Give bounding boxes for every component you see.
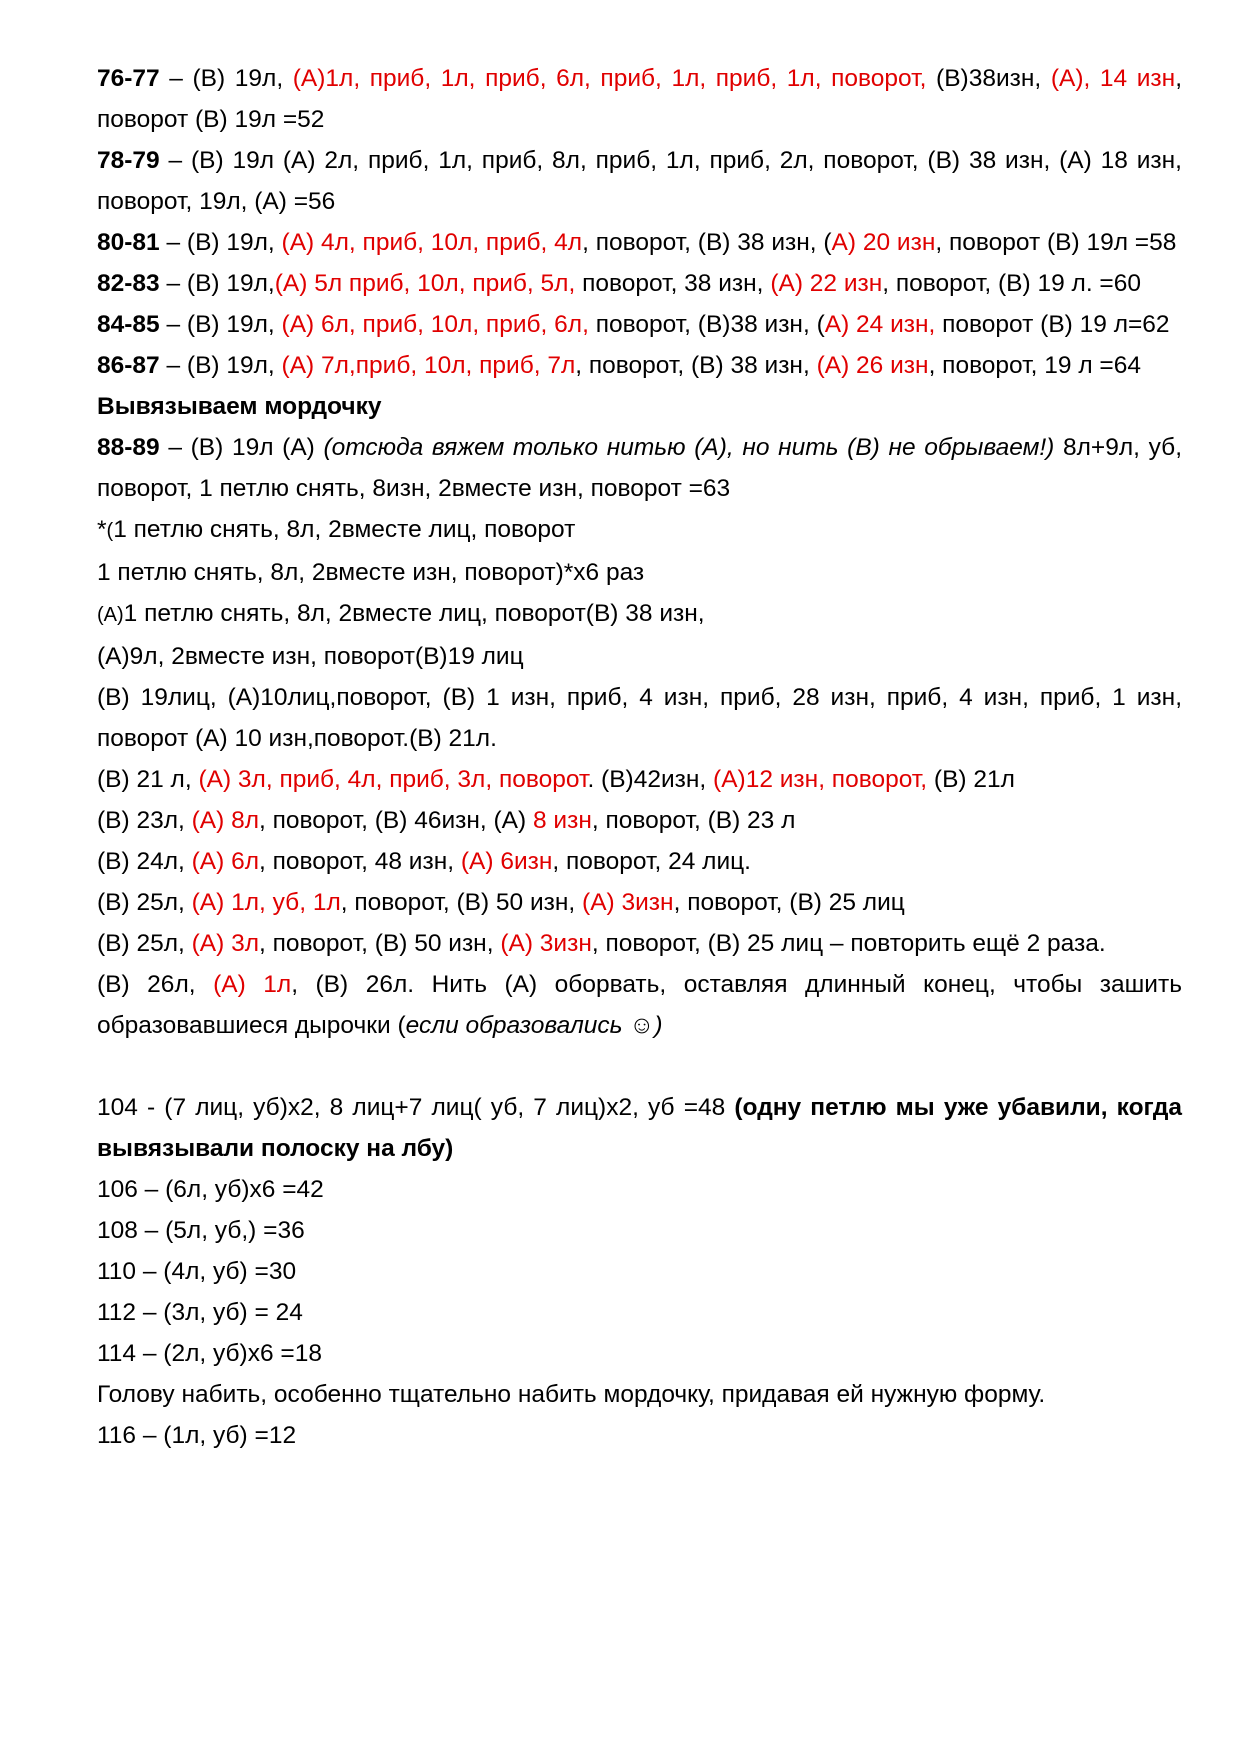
row-104: 104 - (7 лиц, уб)х2, 8 лиц+7 лиц( уб, 7 лиц)х2, уб =48 (одну петлю мы уже убавили, когда вывязывали полоску на лбу) [97,1094,1182,1162]
repeat-line-1: *(1 петлю снять, 8л, 2вместе лиц, поворот [97,516,576,543]
section-heading: Вывязываем мордочку [97,393,382,420]
stuffing-note: Голову набить, особенно тщательно набить мордочку, придавая ей нужную форму. [97,1381,1046,1408]
row-80-81: 80-81 – (В) 19л, (А) 4л, приб, 10л, приб, 4л, поворот, (В) 38 изн, (А) 20 изн, поворот (В) 19л =58 [97,229,1177,256]
row-76-77: 76-77 – (В) 19л, (А)1л, приб, 1л, приб, 6л, приб, 1л, приб, 1л, поворот, (В)38изн, (А), 14 изн, поворот (В) 19л =52 [97,65,1182,133]
repeat-line-11: (В) 26л, (А) 1л, (В) 26л. Нить (А) оборвать, оставляя длинный конец, чтобы зашить образовавшиеся дырочки (если образовались ☺) [97,971,1182,1039]
row-112: 112 – (3л, уб) = 24 [97,1299,303,1326]
repeat-line-8: (В) 24л, (А) 6л, поворот, 48 изн, (А) 6изн, поворот, 24 лиц. [97,848,751,875]
repeat-line-10: (В) 25л, (А) 3л, поворот, (В) 50 изн, (А) 3изн, поворот, (В) 25 лиц – повторить ещё 2 раза. [97,930,1106,957]
row-106: 106 – (6л, уб)х6 =42 [97,1176,324,1203]
row-84-85: 84-85 – (В) 19л, (А) 6л, приб, 10л, приб, 6л, поворот, (В)38 изн, (А) 24 изн, поворот (В) 19 л=62 [97,311,1170,338]
repeat-line-4: (А)9л, 2вместе изн, поворот(В)19 лиц [97,643,524,670]
row-116: 116 – (1л, уб) =12 [97,1422,297,1449]
repeat-line-7: (В) 23л, (А) 8л, поворот, (В) 46изн, (А) 8 изн, поворот, (В) 23 л [97,807,796,834]
row-86-87: 86-87 – (В) 19л, (А) 7л,приб, 10л, приб, 7л, поворот, (В) 38 изн, (А) 26 изн, поворот, 19 л =64 [97,352,1141,379]
row-110: 110 – (4л, уб) =30 [97,1258,297,1285]
repeat-line-5: (В) 19лиц, (А)10лиц,поворот, (В) 1 изн, приб, 4 изн, приб, 28 изн, приб, 4 изн, приб, 1 изн, поворот (А) 10 изн,поворот.(В) 21л. [97,684,1182,752]
blank-line [97,1046,1182,1087]
row-114: 114 – (2л, уб)х6 =18 [97,1340,322,1367]
repeat-line-6: (В) 21 л, (А) 3л, приб, 4л, приб, 3л, поворот. (В)42изн, (А)12 изн, поворот, (В) 21л [97,766,1015,793]
pattern-page [97,58,1182,1456]
row-82-83: 82-83 – (В) 19л,(А) 5л приб, 10л, приб, 5л, поворот, 38 изн, (А) 22 изн, поворот, (В) 19 л. =60 [97,270,1141,297]
repeat-line-9: (В) 25л, (А) 1л, уб, 1л, поворот, (В) 50 изн, (А) 3изн, поворот, (В) 25 лиц [97,889,905,916]
row-108: 108 – (5л, уб,) =36 [97,1217,305,1244]
row-78-79: 78-79 – (В) 19л (А) 2л, приб, 1л, приб, 8л, приб, 1л, приб, 2л, поворот, (В) 38 изн, (А) 18 изн, поворот, 19л, (А) =56 [97,147,1182,215]
row-88-89: 88-89 – (В) 19л (А) (отсюда вяжем только нитью (А), но нить (В) не обрываем!) 8л+9л, уб, поворот, 1 петлю снять, 8изн, 2вместе изн, поворот =63 [97,434,1182,502]
repeat-line-2: 1 петлю снять, 8л, 2вместе изн, поворот)*х6 раз [97,559,645,586]
repeat-line-3: (А)1 петлю снять, 8л, 2вместе лиц, поворот(В) 38 изн, [97,600,705,627]
